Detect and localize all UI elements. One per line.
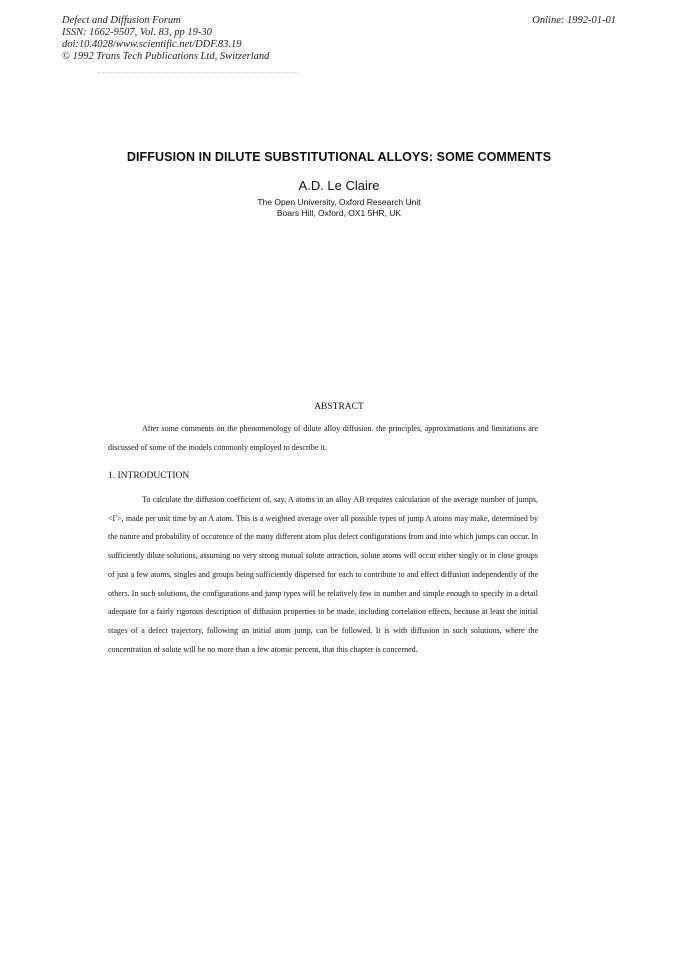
scan-artifact-line [98, 72, 298, 75]
abstract-body [108, 420, 538, 457]
author-affiliation-line1: The Open University, Oxford Research Unit [257, 197, 421, 207]
journal-doi: doi:10.4028/www.scientific.net/DDF.83.19 [62, 39, 242, 50]
author-affiliation-line2: Boars Hill, Oxford, OX1 5HR, UK [276, 208, 402, 218]
abstract-paragraph: After some comments on the phenomenology of dilute alloy diffusion. the principles, approximations and limitations are discussed of some of the models commonly employed to describe it. [108, 424, 538, 452]
paper-author: A.D. Le Claire [298, 178, 380, 193]
introduction-body [108, 491, 538, 659]
online-date: Online: 1992-01-01 [532, 15, 616, 26]
journal-header [62, 15, 269, 63]
paper-title: DIFFUSION IN DILUTE SUBSTITUTIONAL ALLOYS: SOME COMMENTS [126, 150, 552, 164]
introduction-paragraph: To calculate the diffusion coefficient of, say, A atoms in an alloy AB requires calculation of the average number of jumps, <Γ>, made per unit time by an A atom. This is a weighted average over all possible types of jump A atoms may make, determined by the nature and probability of occurence of the many different atom plus defect configurations from and into which jumps can occur. In sufficiently dilute solutions, assuming no very strong mutual solute attraction, solute atoms will occur either singly or in close groups of just a few atoms, singles and groups being sufficiently dispersed for each to contribute to and effect diffusion independently of the others. In such solutions, the configurations and jump types will be relatively few in number and simple enough to specify in a detail adequate for a fairly rigorous description of diffusion properties to be made, including correlation effects, because at least the initial stages of a defect trajectory, following an initial atom jump, can be followed. It is with diffusion in such solutions, where the concentration of solute will be no more than a few atomic percent, that this chapter is concerned. [108, 495, 538, 654]
journal-copyright: © 1992 Trans Tech Publications Ltd, Switzerland [62, 51, 270, 62]
journal-issn: ISSN: 1662-9507, Vol. 83, pp 19-30 [62, 27, 212, 38]
abstract-heading: ABSTRACT [314, 402, 364, 412]
journal-name: Defect and Diffusion Forum [62, 15, 181, 26]
introduction-heading: 1. INTRODUCTION [108, 471, 190, 481]
